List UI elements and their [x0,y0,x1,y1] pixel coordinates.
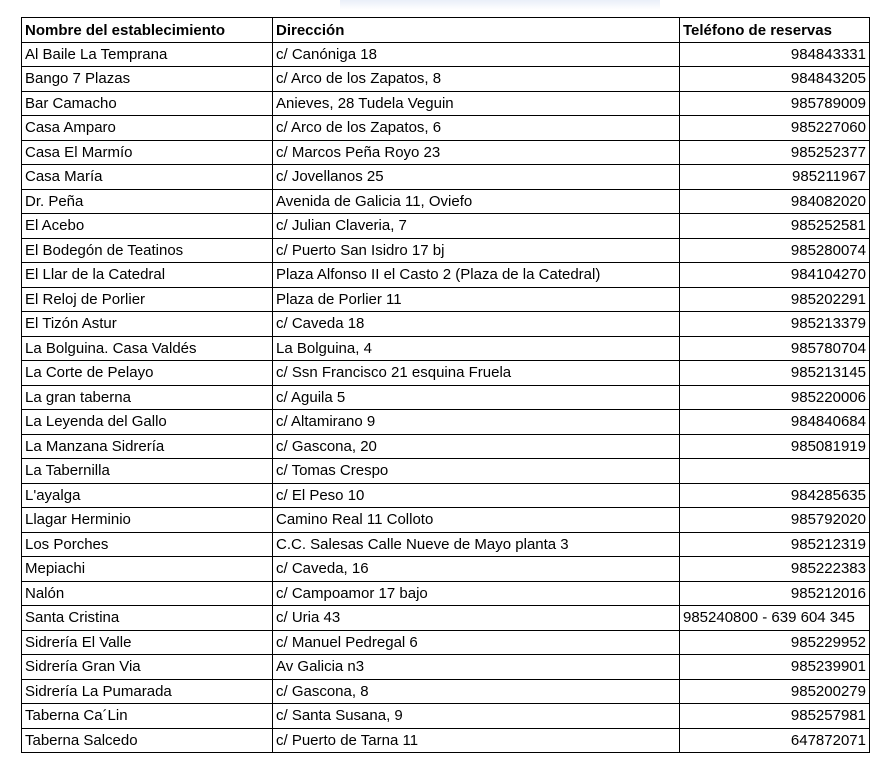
cell-address: Plaza Alfonso II el Casto 2 (Plaza de la Catedral) [273,263,680,288]
cell-phone: 985257981 [680,704,870,729]
cell-phone: 985222383 [680,557,870,582]
table-row [22,557,870,582]
cell-name: Sidrería La Pumarada [22,679,273,704]
cell-name: Dr. Peña [22,189,273,214]
cell-phone: 985213145 [680,361,870,386]
cell-phone: 985252377 [680,140,870,165]
cell-phone: 985239901 [680,655,870,680]
cell-address: Av Galicia n3 [273,655,680,680]
cell-name: Sidrería Gran Via [22,655,273,680]
table-row [22,287,870,312]
table-row [22,483,870,508]
table-row [22,214,870,239]
table-row [22,140,870,165]
table-body [22,42,870,753]
table-row [22,263,870,288]
cell-name: La Manzana Sidrería [22,434,273,459]
cell-phone: 985792020 [680,508,870,533]
cell-address: Camino Real 11 Colloto [273,508,680,533]
cell-name: La gran taberna [22,385,273,410]
table-row [22,336,870,361]
table-row [22,67,870,92]
cell-address: c/ Jovellanos 25 [273,165,680,190]
cell-name: Casa María [22,165,273,190]
cell-address: c/ Caveda, 16 [273,557,680,582]
cell-name: Taberna Ca´Lin [22,704,273,729]
cell-phone: 647872071 [680,728,870,753]
cell-name: La Leyenda del Gallo [22,410,273,435]
restaurants-table [21,17,870,753]
table-row [22,606,870,631]
cell-phone: 985252581 [680,214,870,239]
cell-address: c/ Caveda 18 [273,312,680,337]
cell-phone: 985081919 [680,434,870,459]
table-row [22,581,870,606]
cell-phone: 985202291 [680,287,870,312]
cell-name: El Acebo [22,214,273,239]
cell-phone: 984843331 [680,42,870,67]
cell-phone: 985212016 [680,581,870,606]
cell-phone: 984840684 [680,410,870,435]
cell-address: c/ Uria 43 [273,606,680,631]
table-row [22,312,870,337]
cell-address: c/ Marcos Peña Royo 23 [273,140,680,165]
faint-header-artifact [340,0,660,10]
header-address: Dirección [273,18,680,43]
cell-phone: 985212319 [680,532,870,557]
table-row [22,385,870,410]
cell-name: La Corte de Pelayo [22,361,273,386]
cell-name: El Tizón Astur [22,312,273,337]
table-row [22,679,870,704]
cell-phone: 984285635 [680,483,870,508]
cell-address: c/ Tomas Crespo [273,459,680,484]
cell-name: L'ayalga [22,483,273,508]
cell-name: Bango 7 Plazas [22,67,273,92]
table-row [22,165,870,190]
table-row [22,532,870,557]
cell-address: Avenida de Galicia 11, Oviefo [273,189,680,214]
cell-address: c/ Arco de los Zapatos, 6 [273,116,680,141]
cell-phone: 985213379 [680,312,870,337]
cell-address: c/ Gascona, 8 [273,679,680,704]
restaurants-table-container [21,17,869,753]
cell-name: Mepiachi [22,557,273,582]
cell-phone [680,459,870,484]
cell-phone: 985220006 [680,385,870,410]
cell-address: c/ Arco de los Zapatos, 8 [273,67,680,92]
cell-phone: 985227060 [680,116,870,141]
cell-name: Taberna Salcedo [22,728,273,753]
cell-address: c/ Manuel Pedregal 6 [273,630,680,655]
cell-phone: 984104270 [680,263,870,288]
cell-address: c/ Aguila 5 [273,385,680,410]
cell-name: El Bodegón de Teatinos [22,238,273,263]
cell-address: Anieves, 28 Tudela Veguin [273,91,680,116]
table-row [22,189,870,214]
table-row [22,728,870,753]
table-row [22,655,870,680]
table-row [22,459,870,484]
cell-phone: 985789009 [680,91,870,116]
cell-name: La Bolguina. Casa Valdés [22,336,273,361]
cell-name: Sidrería El Valle [22,630,273,655]
cell-address: c/ Santa Susana, 9 [273,704,680,729]
table-row [22,434,870,459]
cell-name: Nalón [22,581,273,606]
table-row [22,116,870,141]
cell-address: c/ Canóniga 18 [273,42,680,67]
cell-address: c/ El Peso 10 [273,483,680,508]
cell-address: c/ Gascona, 20 [273,434,680,459]
cell-address: c/ Altamirano 9 [273,410,680,435]
cell-address: c/ Ssn Francisco 21 esquina Fruela [273,361,680,386]
cell-name: Casa Amparo [22,116,273,141]
cell-phone: 985240800 - 639 604 345 [680,606,870,631]
table-row [22,704,870,729]
cell-name: Al Baile La Temprana [22,42,273,67]
cell-address: c/ Campoamor 17 bajo [273,581,680,606]
cell-phone: 985211967 [680,165,870,190]
cell-address: C.C. Salesas Calle Nueve de Mayo planta 3 [273,532,680,557]
header-phone: Teléfono de reservas [680,18,870,43]
cell-name: Los Porches [22,532,273,557]
cell-name: Llagar Herminio [22,508,273,533]
cell-name: El Llar de la Catedral [22,263,273,288]
cell-phone: 984082020 [680,189,870,214]
cell-phone: 985280074 [680,238,870,263]
cell-phone: 985780704 [680,336,870,361]
cell-address: c/ Julian Claveria, 7 [273,214,680,239]
cell-address: c/ Puerto de Tarna 11 [273,728,680,753]
table-row [22,508,870,533]
table-row [22,361,870,386]
cell-phone: 985200279 [680,679,870,704]
cell-name: Casa El Marmío [22,140,273,165]
table-row [22,91,870,116]
table-row [22,630,870,655]
cell-name: Santa Cristina [22,606,273,631]
header-name: Nombre del establecimiento [22,18,273,43]
cell-name: La Tabernilla [22,459,273,484]
cell-address: c/ Puerto San Isidro 17 bj [273,238,680,263]
table-row [22,238,870,263]
table-row [22,42,870,67]
table-row [22,410,870,435]
cell-address: La Bolguina, 4 [273,336,680,361]
table-header-row [22,18,870,43]
cell-name: Bar Camacho [22,91,273,116]
cell-phone: 985229952 [680,630,870,655]
cell-name: El Reloj de Porlier [22,287,273,312]
cell-phone: 984843205 [680,67,870,92]
cell-address: Plaza de Porlier 11 [273,287,680,312]
